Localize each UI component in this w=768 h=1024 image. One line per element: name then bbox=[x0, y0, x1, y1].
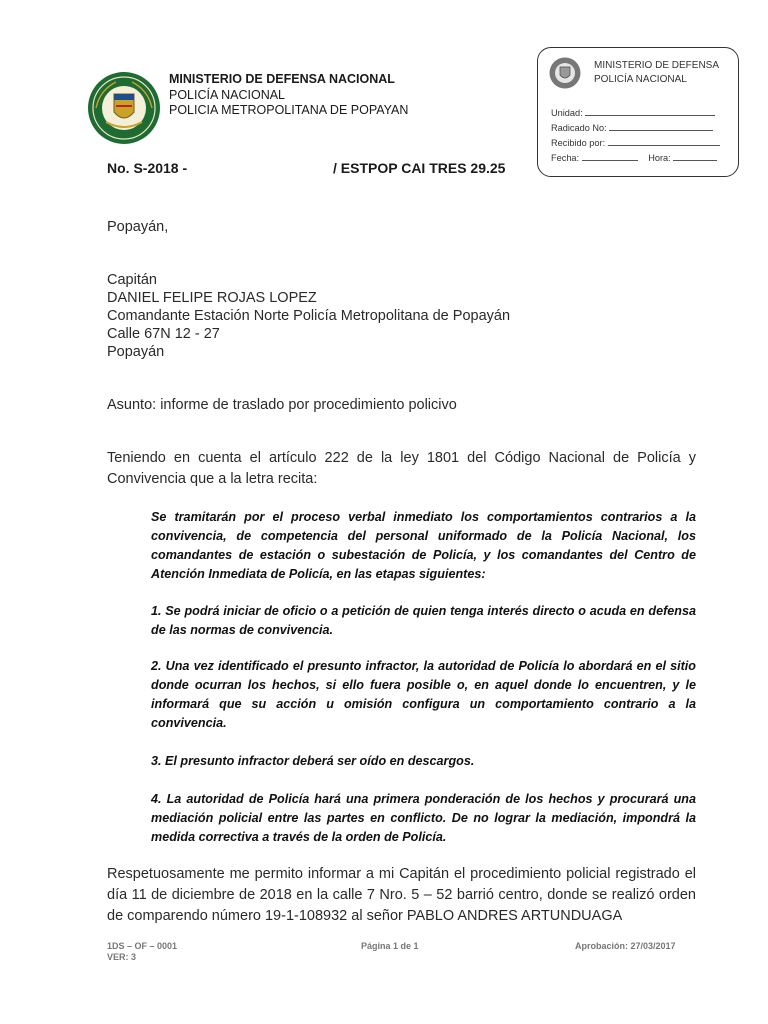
subject-line: Asunto: informe de traslado por procedimiento policivo bbox=[107, 397, 457, 413]
footer-version: VER: 3 bbox=[107, 952, 137, 962]
organization-header bbox=[169, 72, 408, 119]
intro-paragraph: Teniendo en cuenta el artículo 222 de la ley 1801 del Código Nacional de Policía y Convivencia que a la letra recita: bbox=[107, 450, 696, 487]
recipient-address: Calle 67N 12 - 27 bbox=[107, 326, 220, 342]
org-line-metropolitan: POLICIA METROPOLITANA DE POPAYAN bbox=[169, 103, 409, 117]
stamp-radicado-row: Radicado No: bbox=[551, 122, 713, 133]
reference-code: / ESTPOP CAI TRES 29.25 bbox=[333, 160, 506, 176]
closing-paragraph: Respetuosamente me permito informar a mi Capitán el procedimiento policial registrado el día 11 de diciembre de 2018 en la calle 7 Nro. 5 – 52 barrió centro, donde se realizó orden de comparendo número 19-1-108932 al señor PABLO ANDRES ARTUNDUAGA bbox=[107, 866, 696, 924]
radicado-blank-line bbox=[609, 122, 713, 131]
quote-paragraph-4: 3. El presunto infractor deberá ser oído en descargos. bbox=[151, 754, 475, 768]
stamp-title: MINISTERIO DE DEFENSA POLICÍA NACIONAL bbox=[594, 60, 720, 85]
stamp-fecha-row: Fecha: Hora: bbox=[551, 152, 717, 163]
police-emblem-logo bbox=[86, 70, 162, 146]
stamp-unidad-row: Unidad: bbox=[551, 107, 715, 118]
recibido-blank-line bbox=[608, 137, 720, 146]
reception-stamp-box bbox=[537, 47, 739, 177]
footer-approval-date: Aprobación: 27/03/2017 bbox=[575, 941, 676, 951]
reference-number: No. S-2018 - bbox=[107, 160, 188, 176]
recipient-city: Popayán bbox=[107, 344, 165, 360]
org-line-ministry: MINISTERIO DE DEFENSA NACIONAL bbox=[169, 72, 395, 86]
quote-paragraph-1: Se tramitarán por el proceso verbal inmediato los comportamientos contrarios a la convivencia, de competencia del personal uniformado de la Policía Nacional, los comandantes de estación o subestación de Policía, y los comandantes del Centro de Atención Inmediata de Policía, en las etapas siguientes: bbox=[151, 510, 696, 581]
footer-document-code: 1DS – OF – 0001 VER: 3 bbox=[107, 941, 178, 962]
recipient-position: Comandante Estación Norte Policía Metropolitana de Popayán bbox=[107, 308, 511, 324]
recipient-rank: Capitán bbox=[107, 272, 157, 288]
city-greeting: Popayán, bbox=[107, 219, 169, 235]
unidad-blank-line bbox=[585, 107, 715, 116]
recipient-block bbox=[107, 271, 510, 361]
quote-paragraph-2: 1. Se podrá iniciar de oficio o a petición de quien tenga interés directo o acuda en defensa de las normas de convivencia. bbox=[151, 604, 696, 637]
hora-blank-line bbox=[673, 152, 717, 161]
footer-page-number: Página 1 de 1 bbox=[361, 941, 419, 951]
quote-paragraph-3: 2. Una vez identificado el presunto infractor, la autoridad de Policía lo abordará en el sitio donde ocurran los hechos, si ello fuera posible o, en aquel donde lo encuentren, y le informará que su acción u omisión configura un comportamiento contrario a la convivencia. bbox=[151, 659, 696, 730]
org-line-police: POLICÍA NACIONAL bbox=[169, 87, 286, 102]
recipient-name: DANIEL FELIPE ROJAS LOPEZ bbox=[107, 290, 317, 306]
stamp-emblem-icon bbox=[548, 56, 582, 90]
quote-paragraph-5: 4. La autoridad de Policía hará una primera ponderación de los hechos y procurará una mediación policial entre las partes en conflicto. De no lograr la mediación, impondrá la medida correctiva a través de la orden de Policía. bbox=[151, 792, 696, 844]
fecha-blank-line bbox=[582, 152, 638, 161]
stamp-recibido-row: Recibido por: bbox=[551, 137, 720, 148]
